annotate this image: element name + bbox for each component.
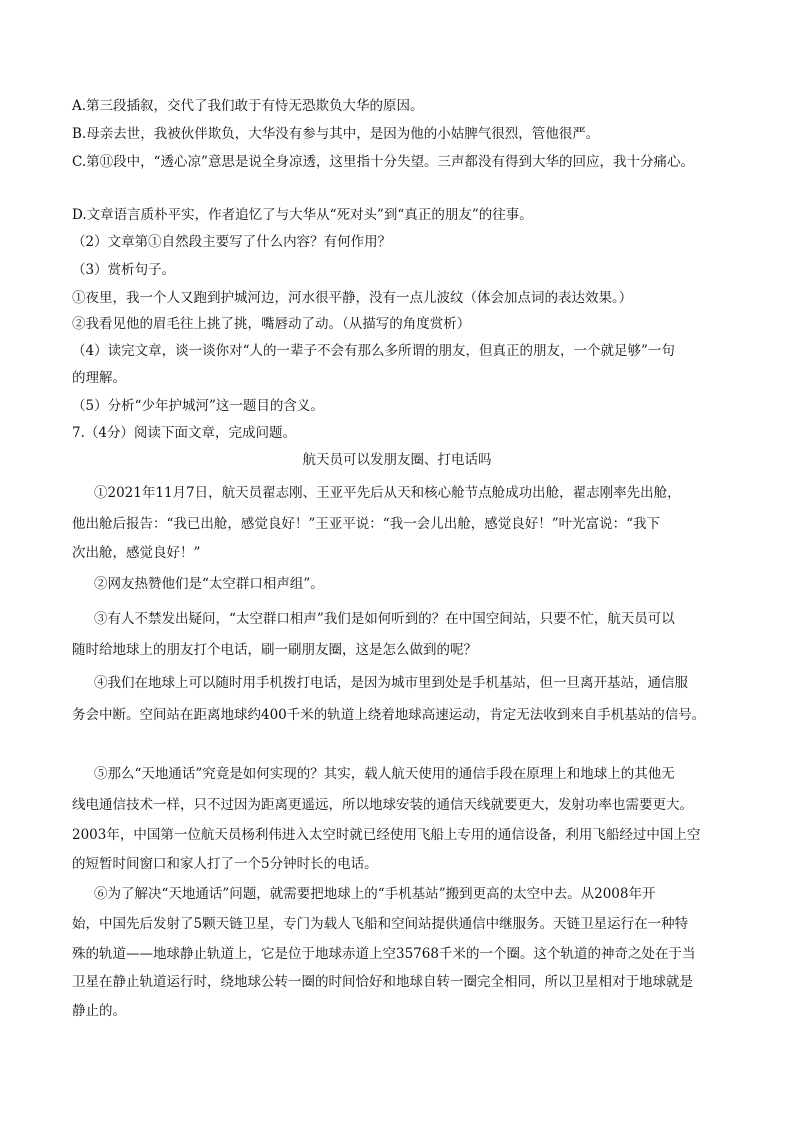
article-line: ①2021年11月7日，航天员翟志刚、王亚平先后从天和核心舱节点舱成功出舱，翟志刚率先出舱，: [94, 485, 681, 501]
article-line: ④我们在地球上可以随时用手机拨打电话，是因为城市里到处是手机基站，但一旦离开基站，通信服: [94, 675, 688, 691]
article-line: 始，中国先后发射了5颗天链卫星，专门为载人飞船和空间站提供通信中继服务。天链卫星运行在一种特: [72, 916, 689, 932]
question-4-line-2: 的理解。: [72, 370, 126, 386]
article-line: 随时给地球上的朋友打个电话，刷一刷朋友圈，这是怎么做到的呢？: [72, 642, 477, 658]
article-line: 静止的。: [72, 1003, 126, 1019]
article-line: ⑥为了解决“天地通话”问题，就需要把地球上的“手机基站”搬到更高的太空中去。从2008年开: [94, 886, 656, 902]
question-3-item-2: ②我看见他的眉毛往上挑了挑，嘴唇动了动。（从描写的角度赏析）: [72, 316, 471, 332]
article-line: 线电通信技术一样，只不过因为距离更遥远，所以地球安装的通信天线就要更大，发射功率也需要更大。: [72, 797, 693, 813]
article-line: 2003年，中国第一位航天员杨利伟进入太空时就已经使用飞船上专用的通信设备，利用飞船经过中国上空: [72, 827, 701, 843]
article-line: ②网友热赞他们是“太空群口相声组”。: [94, 576, 324, 592]
article-line: ③有人不禁发出疑问，“太空群口相声”我们是如何听到的？在中国空间站，只要不忙，航天员可以: [94, 611, 675, 627]
question-4-line-1: （4）读完文章，谈一谈你对“人的一辈子不会有那么多所谓的朋友，但真正的朋友，一个就足够”一句: [72, 343, 675, 359]
question-7: 7.（4分）阅读下面文章，完成问题。: [72, 425, 296, 441]
article-line: 殊的轨道——地球静止轨道上，它是位于地球赤道上空35768千米的一个圈。这个轨道的神奇之处在于当: [72, 946, 696, 962]
option-a: A.第三段插叙，交代了我们敢于有恃无恐欺负大华的原因。: [72, 98, 424, 114]
article-line: 次出舱，感觉良好！”: [72, 545, 201, 561]
article-line: 务会中断。空间站在距离地球约400千米的轨道上绕着地球高速运动，肯定无法收到来自手机基站的信号。: [72, 707, 706, 723]
question-3: （3）赏析句子。: [72, 262, 176, 278]
article-line: 卫星在静止轨道运行时，绕地球公转一圈的时间恰好和地球自转一圈完全相同，所以卫星相对于地球就是: [72, 974, 693, 990]
option-d: D.文章语言质朴平实，作者追忆了与大华从“死对头”到“真正的朋友”的往事。: [72, 207, 533, 223]
option-b: B.母亲去世，我被伙伴欺负，大华没有参与其中，是因为他的小姑脾气很烈，管他很严。: [72, 126, 600, 142]
article-title: 航天员可以发朋友圈、打电话吗: [302, 452, 492, 468]
question-2: （2）文章第①自然段主要写了什么内容？有何作用？: [72, 234, 392, 250]
question-5: （5）分析“少年护城河”这一题目的含义。: [72, 398, 324, 414]
article-line: ⑤那么“天地通话”究竟是如何实现的？其实，载人航天使用的通信手段在原理上和地球上的其他无: [94, 766, 675, 782]
article-line: 他出舱后报告：“我已出舱，感觉良好！”王亚平说：“我一会儿出舱，感觉良好！”叶光富说：“我下: [72, 516, 661, 532]
question-3-item-1: ①夜里，我一个人又跑到护城河边，河水很平静，没有一点儿波纹（体会加点词的表达效果。）: [72, 290, 633, 306]
article-line: 的短暂时间窗口和家人打了一个5分钟时长的电话。: [72, 856, 378, 872]
option-c: C.第⑪段中，“透心凉”意思是说全身凉透，这里指十分失望。三声都没有得到大华的回应，我十分痛心。: [72, 154, 694, 170]
